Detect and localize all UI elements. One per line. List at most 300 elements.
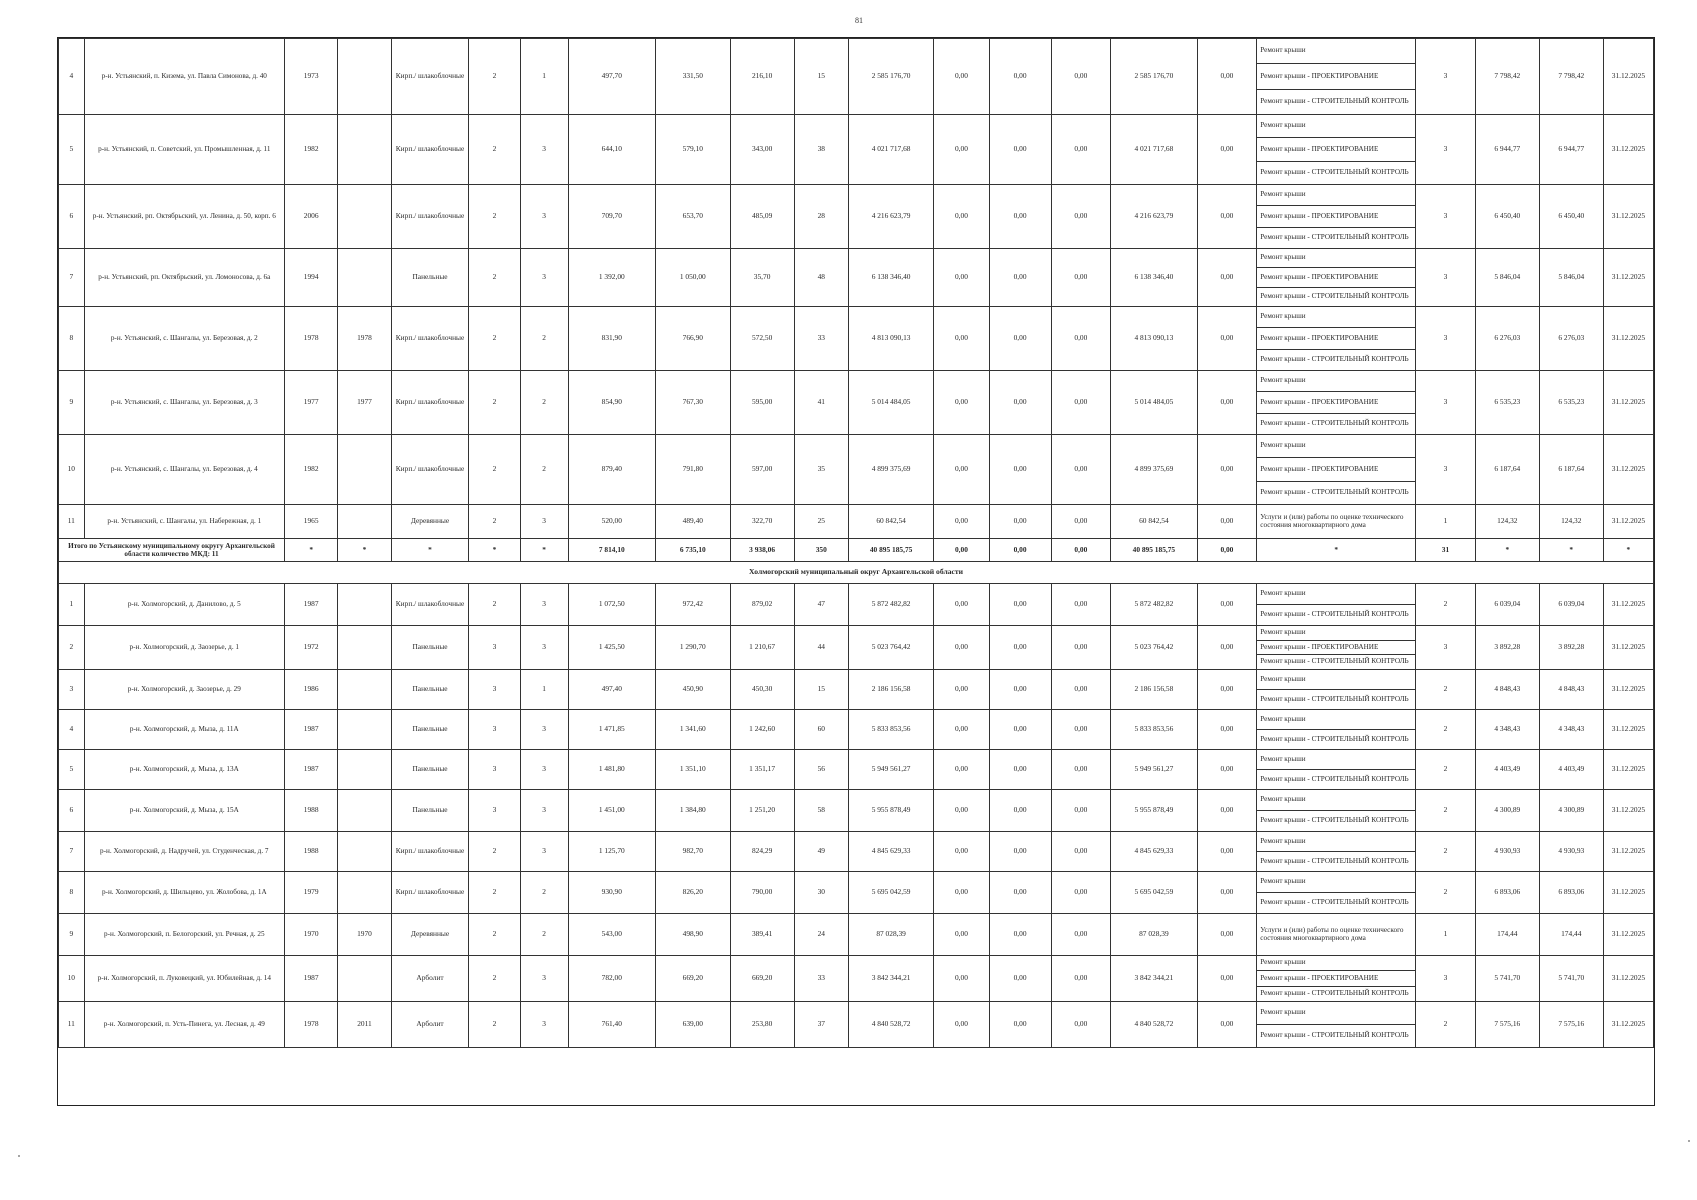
cell-c5: 4 899 375,69 [1111,435,1197,505]
cell-c4: 0,00 [1051,914,1111,956]
cell-fl: 2 [469,505,520,539]
cell-mat: Кирп./ шлакоблочные [391,371,469,435]
table-row [59,505,1654,539]
cell-c3: 0,00 [989,584,1051,626]
cell-c3: 0,00 [989,185,1051,249]
cell-a1: 497,70 [568,39,655,115]
cell-fl: 2 [469,115,520,185]
cell-a3: 879,02 [730,584,794,626]
cell-y2 [338,750,391,790]
cell-y2 [338,832,391,872]
work-item: Ремонт крыши [1257,1002,1415,1025]
total-cell: 0,00 [989,539,1051,562]
cell-n: 5 [59,115,85,185]
cell-a3: 790,00 [730,872,794,914]
cell-wc: 2 [1416,750,1476,790]
work-item: Ремонт крыши [1257,626,1415,641]
cell-fl: 2 [469,914,520,956]
cell-n: 9 [59,914,85,956]
cell-addr: р-н. Устьянский, с. Шангалы, ул. Березовая, д. 2 [84,307,284,371]
work-item: Ремонт крыши [1257,185,1415,206]
cell-y1: 1970 [285,914,338,956]
cell-y2: 1978 [338,307,391,371]
cell-date: 31.12.2025 [1603,832,1653,872]
work-item: Ремонт крыши [1257,584,1415,605]
cell-c4: 0,00 [1051,832,1111,872]
cell-c2: 0,00 [934,249,989,307]
cell-n: 3 [59,670,85,710]
cell-c2: 0,00 [934,1002,989,1048]
cell-p2: 6 944,77 [1539,115,1603,185]
cell-mat: Кирп./ шлакоблочные [391,185,469,249]
cell-mat: Кирп./ шлакоблочные [391,872,469,914]
cell-y1: 1987 [285,584,338,626]
total-cell: * [1257,539,1416,562]
cell-date: 31.12.2025 [1603,710,1653,750]
cell-p1: 6 276,03 [1475,307,1539,371]
cell-c6: 0,00 [1197,39,1257,115]
cell-en: 3 [520,1002,568,1048]
cell-c2: 0,00 [934,956,989,1002]
cell-wc: 3 [1416,435,1476,505]
cell-c1: 4 845 629,33 [848,832,933,872]
region-header-row [59,562,1654,584]
cell-c2: 0,00 [934,185,989,249]
cell-y1: 1982 [285,435,338,505]
cell-a2: 639,00 [656,1002,731,1048]
total-label: Итого по Устьянскому муниципальному округу Архангельской области количество МКД: 11 [59,539,285,562]
cell-y2 [338,39,391,115]
work-item: Ремонт крыши [1257,435,1415,458]
cell-y1: 1987 [285,710,338,750]
cell-addr: р-н. Устьянский, с. Шангалы, ул. Березовая, д. 3 [84,371,284,435]
cell-p1: 124,32 [1475,505,1539,539]
cell-p1: 6 187,64 [1475,435,1539,505]
cell-date: 31.12.2025 [1603,584,1653,626]
cell-p1: 4 848,43 [1475,670,1539,710]
cell-c3: 0,00 [989,505,1051,539]
cell-p1: 3 892,28 [1475,626,1539,670]
cell-c6: 0,00 [1197,872,1257,914]
cell-a3: 595,00 [730,371,794,435]
cell-c4: 0,00 [1051,872,1111,914]
table-row [59,435,1654,505]
total-cell: 40 895 185,75 [1111,539,1197,562]
cell-c3: 0,00 [989,914,1051,956]
cell-c6: 0,00 [1197,307,1257,371]
cell-addr: р-н. Холмогорский, д. Заозерье, д. 29 [84,670,284,710]
cell-a2: 1 384,80 [656,790,731,832]
cell-c3: 0,00 [989,956,1051,1002]
cell-c1: 5 695 042,59 [848,872,933,914]
cell-c2: 0,00 [934,832,989,872]
cell-c3: 0,00 [989,249,1051,307]
work-item: Ремонт крыши - СТРОИТЕЛЬНЫЙ КОНТРОЛЬ [1260,292,1409,301]
cell-y1: 1988 [285,832,338,872]
cell-a2: 489,40 [656,505,731,539]
cell-a3: 1 210,67 [730,626,794,670]
cell-fl: 2 [469,39,520,115]
cell-p2: 6 450,40 [1539,185,1603,249]
cell-c3: 0,00 [989,710,1051,750]
cell-c1: 4 813 090,13 [848,307,933,371]
total-cell: 0,00 [934,539,989,562]
cell-c1: 2 585 176,70 [848,39,933,115]
cell-c4: 0,00 [1051,626,1111,670]
cell-c4: 0,00 [1051,39,1111,115]
cell-en: 2 [520,307,568,371]
cell-c1: 5 949 561,27 [848,750,933,790]
cell-y1: 1987 [285,750,338,790]
cell-c2: 0,00 [934,914,989,956]
work-item: Ремонт крыши [1257,872,1415,893]
cell-a3: 1 351,17 [730,750,794,790]
cell-c1: 4 021 717,68 [848,115,933,185]
cell-y2 [338,956,391,1002]
cell-res: 15 [794,670,848,710]
cell-c5: 87 028,39 [1111,914,1197,956]
cell-a2: 450,90 [656,670,731,710]
cell-p2: 4 848,43 [1539,670,1603,710]
total-cell: 7 814,10 [568,539,655,562]
cell-fl: 2 [469,249,520,307]
cell-y1: 1973 [285,39,338,115]
cell-n: 7 [59,832,85,872]
total-cell: 0,00 [1197,539,1257,562]
cell-c6: 0,00 [1197,670,1257,710]
cell-n: 1 [59,584,85,626]
cell-date: 31.12.2025 [1603,307,1653,371]
cell-a1: 879,40 [568,435,655,505]
cell-c4: 0,00 [1051,584,1111,626]
cell-en: 3 [520,626,568,670]
cell-p2: 6 187,64 [1539,435,1603,505]
cell-a3: 1 242,60 [730,710,794,750]
cell-a1: 497,40 [568,670,655,710]
cell-works [1257,185,1416,249]
cell-y2 [338,435,391,505]
cell-date: 31.12.2025 [1603,626,1653,670]
cell-works [1257,670,1416,710]
cell-c2: 0,00 [934,371,989,435]
total-row [59,539,1654,562]
cell-mat: Кирп./ шлакоблочные [391,832,469,872]
cell-works [1257,371,1416,435]
cell-n: 4 [59,39,85,115]
cell-works [1257,39,1416,115]
cell-mat: Кирп./ шлакоблочные [391,39,469,115]
cell-a1: 520,00 [568,505,655,539]
cell-en: 2 [520,371,568,435]
cell-a1: 1 392,00 [568,249,655,307]
cell-c2: 0,00 [934,872,989,914]
total-cell: * [520,539,568,562]
cell-fl: 2 [469,435,520,505]
cell-c2: 0,00 [934,505,989,539]
cell-a2: 791,80 [656,435,731,505]
cell-works [1257,710,1416,750]
cell-c1: 4 899 375,69 [848,435,933,505]
cell-a1: 782,00 [568,956,655,1002]
work-item: Ремонт крыши - ПРОЕКТИРОВАНИЕ [1257,138,1415,161]
cell-c3: 0,00 [989,39,1051,115]
table-row [59,1002,1654,1048]
cell-addr: р-н. Холмогорский, д. Мыза, д. 13А [84,750,284,790]
total-cell: 3 938,06 [730,539,794,562]
work-item: Ремонт крыши - ПРОЕКТИРОВАНИЕ [1257,64,1415,89]
table-row [59,710,1654,750]
cell-y2 [338,626,391,670]
cell-c6: 0,00 [1197,956,1257,1002]
cell-a1: 761,40 [568,1002,655,1048]
cell-res: 49 [794,832,848,872]
table-row [59,956,1654,1002]
cell-n: 6 [59,185,85,249]
cell-c3: 0,00 [989,832,1051,872]
cell-mat: Панельные [391,710,469,750]
cell-c2: 0,00 [934,670,989,710]
cell-res: 58 [794,790,848,832]
work-item: Ремонт крыши [1257,249,1415,268]
cell-mat: Панельные [391,750,469,790]
cell-c5: 2 186 156,58 [1111,670,1197,710]
cell-en: 3 [520,249,568,307]
cell-y1: 1965 [285,505,338,539]
cell-res: 33 [794,307,848,371]
cell-c6: 0,00 [1197,584,1257,626]
cell-c6: 0,00 [1197,185,1257,249]
cell-fl: 2 [469,185,520,249]
cell-p2: 4 930,93 [1539,832,1603,872]
total-cell: * [391,539,469,562]
cell-y2 [338,710,391,750]
cell-a2: 767,30 [656,371,731,435]
cell-c2: 0,00 [934,115,989,185]
cell-c1: 4 216 623,79 [848,185,933,249]
cell-c3: 0,00 [989,1002,1051,1048]
cell-n: 7 [59,249,85,307]
cell-c1: 60 842,54 [848,505,933,539]
cell-y2 [338,670,391,710]
cell-fl: 2 [469,956,520,1002]
cell-p2: 6 276,03 [1539,307,1603,371]
cell-en: 1 [520,670,568,710]
table-row [59,872,1654,914]
cell-fl: 2 [469,1002,520,1048]
cell-y2: 1970 [338,914,391,956]
cell-fl: 2 [469,307,520,371]
cell-mat: Кирп./ шлакоблочные [391,307,469,371]
total-cell: 31 [1416,539,1476,562]
cell-c3: 0,00 [989,626,1051,670]
cell-p1: 6 450,40 [1475,185,1539,249]
cell-c3: 0,00 [989,371,1051,435]
work-item: Ремонт крыши [1257,956,1415,971]
cell-y2 [338,185,391,249]
cell-c4: 0,00 [1051,670,1111,710]
cell-n: 11 [59,505,85,539]
cell-p2: 6 039,04 [1539,584,1603,626]
cell-c6: 0,00 [1197,505,1257,539]
cell-a1: 930,90 [568,872,655,914]
work-item: Ремонт крыши - СТРОИТЕЛЬНЫЙ КОНТРОЛЬ [1260,989,1409,998]
cell-wc: 3 [1416,249,1476,307]
cell-y2 [338,584,391,626]
cell-en: 2 [520,914,568,956]
cell-addr: р-н. Холмогорский, д. Заозерье, д. 1 [84,626,284,670]
table-row [59,626,1654,670]
table-row [59,750,1654,790]
cell-c3: 0,00 [989,435,1051,505]
work-item: Ремонт крыши [1257,832,1415,852]
cell-wc: 2 [1416,670,1476,710]
cell-y1: 1978 [285,1002,338,1048]
cell-works [1257,584,1416,626]
cell-p1: 6 039,04 [1475,584,1539,626]
cell-c1: 5 833 853,56 [848,710,933,750]
work-item: Ремонт крыши - СТРОИТЕЛЬНЫЙ КОНТРОЛЬ [1260,694,1409,703]
work-item: Ремонт крыши - ПРОЕКТИРОВАНИЕ [1257,328,1415,349]
cell-addr: р-н. Холмогорский, д. Надручей, ул. Студенческая, д. 7 [84,832,284,872]
cell-p2: 7 575,16 [1539,1002,1603,1048]
cell-wc: 3 [1416,307,1476,371]
cell-wc: 3 [1416,185,1476,249]
cell-c2: 0,00 [934,584,989,626]
work-item: Ремонт крыши [1257,710,1415,730]
cell-fl: 2 [469,371,520,435]
cell-c1: 4 840 528,72 [848,1002,933,1048]
cell-c1: 3 842 344,21 [848,956,933,1002]
cell-addr: р-н. Холмогорский, д. Мыза, д. 15А [84,790,284,832]
cell-c1: 5 955 878,49 [848,790,933,832]
total-cell: 40 895 185,75 [848,539,933,562]
table-row [59,584,1654,626]
cell-a3: 343,00 [730,115,794,185]
cell-a2: 1 341,60 [656,710,731,750]
cell-works [1257,115,1416,185]
cell-mat: Деревянные [391,505,469,539]
cell-works [1257,750,1416,790]
cell-res: 56 [794,750,848,790]
cell-y2 [338,249,391,307]
total-cell: * [1539,539,1603,562]
cell-p1: 7 575,16 [1475,1002,1539,1048]
cell-y1: 1988 [285,790,338,832]
cell-wc: 2 [1416,832,1476,872]
cell-p1: 4 300,89 [1475,790,1539,832]
work-item: Ремонт крыши - СТРОИТЕЛЬНЫЙ КОНТРОЛЬ [1260,355,1409,364]
cell-addr: р-н. Холмогорский, п. Луковецкий, ул. Юбилейная, д. 14 [84,956,284,1002]
cell-addr: р-н. Холмогорский, д. Данилово, д. 5 [84,584,284,626]
cell-works [1257,505,1416,539]
cell-res: 47 [794,584,848,626]
cell-wc: 3 [1416,115,1476,185]
work-item: Ремонт крыши - СТРОИТЕЛЬНЫЙ КОНТРОЛЬ [1260,856,1409,865]
cell-date: 31.12.2025 [1603,185,1653,249]
cell-en: 2 [520,872,568,914]
scan-speck [18,1155,20,1157]
cell-res: 33 [794,956,848,1002]
scanned-table-page [57,37,1655,1106]
cell-a1: 854,90 [568,371,655,435]
cell-res: 15 [794,39,848,115]
cell-c6: 0,00 [1197,371,1257,435]
cell-res: 28 [794,185,848,249]
cell-p2: 124,32 [1539,505,1603,539]
cell-c4: 0,00 [1051,1002,1111,1048]
cell-c2: 0,00 [934,435,989,505]
region-title: Холмогорский муниципальный округ Архангельской области [59,562,1654,584]
cell-en: 3 [520,790,568,832]
cell-a1: 1 425,50 [568,626,655,670]
cell-p1: 5 741,70 [1475,956,1539,1002]
work-item: Ремонт крыши - СТРОИТЕЛЬНЫЙ КОНТРОЛЬ [1260,488,1409,497]
total-cell: * [1603,539,1653,562]
cell-wc: 1 [1416,914,1476,956]
cell-y2 [338,505,391,539]
cell-c4: 0,00 [1051,790,1111,832]
cell-works [1257,307,1416,371]
cell-c2: 0,00 [934,790,989,832]
cell-n: 10 [59,435,85,505]
cell-c5: 4 216 623,79 [1111,185,1197,249]
cell-n: 8 [59,307,85,371]
cell-c4: 0,00 [1051,750,1111,790]
cell-a1: 644,10 [568,115,655,185]
table-row [59,790,1654,832]
work-item: Ремонт крыши [1257,670,1415,690]
cell-a1: 831,90 [568,307,655,371]
cell-a2: 826,20 [656,872,731,914]
cell-c4: 0,00 [1051,435,1111,505]
cell-res: 25 [794,505,848,539]
cell-c1: 5 023 764,42 [848,626,933,670]
cell-p2: 4 300,89 [1539,790,1603,832]
cell-n: 8 [59,872,85,914]
cell-c6: 0,00 [1197,914,1257,956]
cell-c5: 4 021 717,68 [1111,115,1197,185]
total-cell: * [1475,539,1539,562]
cell-en: 3 [520,505,568,539]
cell-y1: 1978 [285,307,338,371]
cell-c5: 4 845 629,33 [1111,832,1197,872]
work-item: Ремонт крыши - СТРОИТЕЛЬНЫЙ КОНТРОЛЬ [1260,816,1409,825]
cell-c1: 5 014 484,05 [848,371,933,435]
cell-fl: 2 [469,872,520,914]
total-cell: * [469,539,520,562]
cell-y1: 2006 [285,185,338,249]
cell-mat: Панельные [391,249,469,307]
cell-mat: Деревянные [391,914,469,956]
cell-en: 3 [520,185,568,249]
work-item: Ремонт крыши [1257,39,1415,64]
cell-n: 6 [59,790,85,832]
work-item: Ремонт крыши - СТРОИТЕЛЬНЫЙ КОНТРОЛЬ [1260,97,1409,106]
cell-en: 3 [520,750,568,790]
cell-fl: 3 [469,790,520,832]
cell-wc: 2 [1416,872,1476,914]
work-item: Ремонт крыши - ПРОЕКТИРОВАНИЕ [1257,392,1415,413]
work-item: Ремонт крыши - ПРОЕКТИРОВАНИЕ [1257,971,1415,986]
cell-a3: 216,10 [730,39,794,115]
cell-n: 10 [59,956,85,1002]
work-item: Услуги и (или) работы по оценке технического состояния многоквартирного дома [1260,925,1404,942]
cell-mat: Панельные [391,790,469,832]
cell-fl: 2 [469,584,520,626]
cell-res: 37 [794,1002,848,1048]
cell-addr: р-н. Устьянский, п. Кизема, ул. Павла Симонова, д. 40 [84,39,284,115]
work-item: Ремонт крыши - СТРОИТЕЛЬНЫЙ КОНТРОЛЬ [1260,657,1409,666]
